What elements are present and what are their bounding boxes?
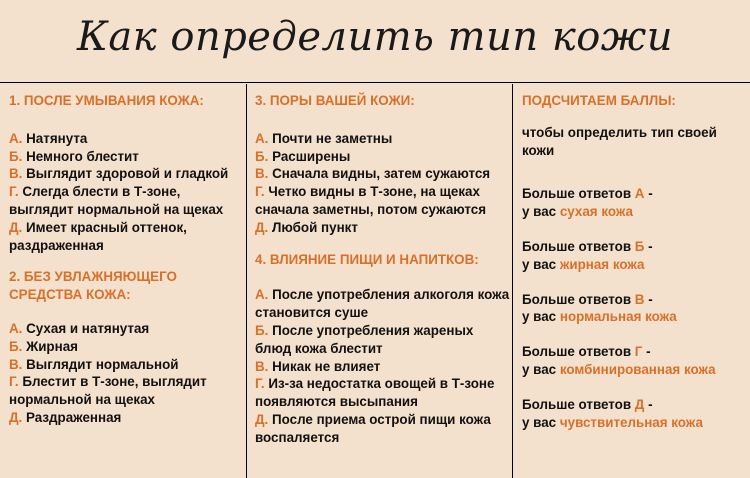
answer-letter: Г. xyxy=(255,376,265,392)
list-item xyxy=(9,373,244,409)
result-item: Больше ответов Д - у вас чувствительная кожа xyxy=(522,396,703,430)
answer-letter: Б. xyxy=(9,338,23,354)
column-divider-1 xyxy=(246,84,247,478)
answer-text: Жирная xyxy=(26,338,78,354)
page-title: Как определить тип кожи xyxy=(76,14,674,60)
list-item xyxy=(9,219,244,255)
answer-text: Из-за недостатка овощей в Т-зоне появляются высыпания xyxy=(255,376,495,410)
result-you-have: у вас xyxy=(522,414,557,430)
list-item xyxy=(9,338,244,356)
list-item xyxy=(255,165,513,183)
list-item xyxy=(255,148,513,166)
result-you-have: у вас xyxy=(522,256,557,272)
answer-letter: Б. xyxy=(255,148,269,164)
list-item xyxy=(255,322,513,358)
list-item xyxy=(255,219,513,237)
answer-text: Никак не влияет xyxy=(272,358,381,374)
answer-text: Сначала видны, затем сужаются xyxy=(272,166,491,182)
column-2 xyxy=(255,92,513,447)
answer-letter: В. xyxy=(9,166,23,182)
answer-letter: А. xyxy=(9,130,23,146)
answer-text: Выглядит здоровой и гладкой xyxy=(26,166,229,182)
answer-text: Почти не заметны xyxy=(272,130,393,146)
answer-text: Блестит в Т-зоне, выглядит нормальной на щеках xyxy=(9,374,207,408)
result-prefix: Больше ответов xyxy=(522,396,632,412)
result-letter: Г xyxy=(634,344,643,360)
column-1 xyxy=(9,92,244,427)
answer-text: Имеет красный оттенок, раздраженная xyxy=(9,219,187,253)
list-item xyxy=(255,375,513,411)
list-item xyxy=(255,130,513,148)
result-you-have: у вас xyxy=(522,361,557,377)
section-2-list xyxy=(9,320,244,427)
answer-text: После приема острой пищи кожа воспаляется xyxy=(255,411,491,445)
list-item xyxy=(9,165,244,183)
answer-text: Натянута xyxy=(26,130,88,146)
list-item xyxy=(255,183,513,219)
answer-text: После употребления алкоголя кожа становится суше xyxy=(255,287,510,321)
answer-text: Немного блестит xyxy=(26,148,139,164)
answer-letter: А. xyxy=(9,320,23,336)
result-you-have: у вас xyxy=(522,204,557,220)
result-letter: Д xyxy=(634,396,645,412)
result-letter: В xyxy=(634,291,645,307)
answer-letter: Г. xyxy=(9,184,19,200)
list-item xyxy=(255,411,513,447)
list-item xyxy=(255,358,513,376)
list-item xyxy=(9,183,244,219)
result-item: Больше ответов Г - у вас комбинированная кожа xyxy=(522,344,716,377)
list-item xyxy=(9,409,244,427)
result-letter: Б xyxy=(634,238,645,254)
column-3 xyxy=(522,92,748,431)
answer-letter: Б. xyxy=(9,148,23,164)
answer-letter: В. xyxy=(9,356,23,372)
section-1-heading: 1. ПОСЛЕ УМЫВАНИЯ КОЖА: xyxy=(9,93,204,108)
result-letter: А xyxy=(634,186,645,202)
answer-letter: Г. xyxy=(255,184,265,200)
result-skin-type: чувствительная кожа xyxy=(559,414,703,430)
section-3-list xyxy=(255,130,513,237)
result-prefix: Больше ответов xyxy=(522,186,632,202)
section-1-list xyxy=(9,130,244,255)
list-item xyxy=(9,356,244,374)
list-item xyxy=(9,320,244,338)
answer-text: После употребления жареных блюд кожа блестит xyxy=(255,322,474,356)
result-skin-type: сухая кожа xyxy=(559,204,633,220)
result-item: Больше ответов А - у вас сухая кожа xyxy=(522,186,653,220)
answer-letter: Д. xyxy=(255,219,269,235)
result-prefix: Больше ответов xyxy=(522,344,632,360)
scoring-intro: чтобы определить тип своей кожи xyxy=(522,124,717,158)
title-divider xyxy=(0,82,750,83)
section-2-heading: 2. БЕЗ УВЛАЖНЯЮЩЕГО СРЕДСТВА КОЖА: xyxy=(9,269,177,303)
result-prefix: Больше ответов xyxy=(522,291,632,307)
section-4-heading: 4. ВЛИЯНИЕ ПИЩИ И НАПИТКОВ: xyxy=(255,251,479,267)
answer-letter: А. xyxy=(255,130,269,146)
answer-text: Расширены xyxy=(272,148,351,164)
list-item xyxy=(9,148,244,166)
answer-letter: В. xyxy=(255,358,269,374)
answer-text: Сухая и натянутая xyxy=(26,320,150,336)
answer-text: Слегда блести в Т-зоне, выглядит нормальной на щеках xyxy=(9,184,224,217)
answer-letter: А. xyxy=(255,287,269,303)
answer-text: Любой пункт xyxy=(272,219,358,235)
answer-letter: Д. xyxy=(255,411,269,427)
result-skin-type: комбинированная кожа xyxy=(559,361,716,377)
answer-letter: Д. xyxy=(9,409,23,425)
result-you-have: у вас xyxy=(522,309,557,325)
result-item: Больше ответов Б - у вас жирная кожа xyxy=(522,238,653,272)
answer-letter: Г. xyxy=(9,374,19,390)
list-item xyxy=(255,286,513,322)
answer-text: Выглядит нормальной xyxy=(26,356,179,372)
answer-letter: В. xyxy=(255,166,269,182)
result-item: Больше ответов В - у вас нормальная кожа xyxy=(522,291,677,325)
section-4-list xyxy=(255,286,513,446)
answer-text: Раздраженная xyxy=(26,409,122,425)
list-item xyxy=(9,130,244,148)
result-prefix: Больше ответов xyxy=(522,238,632,254)
answer-text: Четко видны в Т-зоне, на щеках сначала заметны, потом сужаются xyxy=(255,184,487,217)
section-3-heading: 3. ПОРЫ ВАШЕЙ КОЖИ: xyxy=(255,93,415,108)
answer-letter: Д. xyxy=(9,219,23,235)
scoring-heading: ПОДСЧИТАЕМ БАЛЛЫ: xyxy=(522,93,676,108)
answer-letter: Б. xyxy=(255,322,269,338)
result-skin-type: жирная кожа xyxy=(559,256,645,272)
result-skin-type: нормальная кожа xyxy=(559,309,677,325)
